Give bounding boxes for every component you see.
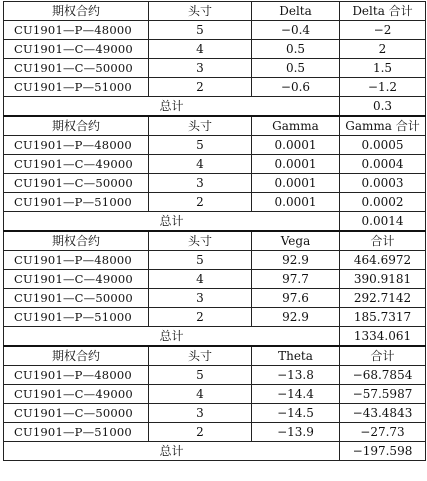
vega-table-row	[4, 270, 426, 289]
contract-cell: CU1901—P—51000	[4, 423, 149, 442]
delta-table-row	[4, 21, 426, 40]
theta-header-cell: 合计	[340, 346, 426, 366]
gamma-header-cell: Gamma	[252, 116, 340, 136]
delta-header-cell: Delta 合计	[340, 2, 426, 21]
vega-table-row	[4, 308, 426, 327]
contract-cell: CU1901—P—51000	[4, 193, 149, 212]
contract-cell: CU1901—C—50000	[4, 404, 149, 423]
gamma-total-label: 总计	[4, 212, 340, 232]
contract-cell: CU1901—C—49000	[4, 40, 149, 59]
gamma-subtotal-cell: 0.0004	[340, 155, 426, 174]
vega-header-cell: Vega	[252, 231, 340, 251]
gamma-total-value: 0.0014	[340, 212, 426, 232]
delta-header-cell: 期权合约	[4, 2, 149, 21]
position-cell: 2	[149, 308, 252, 327]
theta-total-row	[4, 442, 426, 461]
contract-cell: CU1901—P—48000	[4, 251, 149, 270]
gamma-table-row	[4, 136, 426, 155]
gamma-header-cell: 头寸	[149, 116, 252, 136]
greeks-table-body	[4, 2, 426, 461]
contract-cell: CU1901—P—51000	[4, 308, 149, 327]
vega-header-cell: 头寸	[149, 231, 252, 251]
vega-subtotal-cell: 390.9181	[340, 270, 426, 289]
delta-header-row	[4, 2, 426, 21]
position-cell: 2	[149, 423, 252, 442]
theta-total-label: 总计	[4, 442, 340, 461]
delta-header-cell: Delta	[252, 2, 340, 21]
position-cell: 2	[149, 78, 252, 97]
position-cell: 3	[149, 289, 252, 308]
theta-header-row	[4, 346, 426, 366]
contract-cell: CU1901—C—49000	[4, 270, 149, 289]
position-cell: 3	[149, 404, 252, 423]
contract-cell: CU1901—C—49000	[4, 385, 149, 404]
delta-header-cell: 头寸	[149, 2, 252, 21]
theta-value-cell: −13.8	[252, 366, 340, 385]
position-cell: 4	[149, 385, 252, 404]
position-cell: 4	[149, 270, 252, 289]
delta-total-label: 总计	[4, 97, 340, 117]
position-cell: 3	[149, 59, 252, 78]
gamma-table-row	[4, 174, 426, 193]
vega-value-cell: 97.6	[252, 289, 340, 308]
theta-subtotal-cell: −57.5987	[340, 385, 426, 404]
position-cell: 3	[149, 174, 252, 193]
delta-value-cell: 0.5	[252, 59, 340, 78]
theta-table-row	[4, 404, 426, 423]
vega-subtotal-cell: 464.6972	[340, 251, 426, 270]
vega-subtotal-cell: 292.7142	[340, 289, 426, 308]
theta-subtotal-cell: −68.7854	[340, 366, 426, 385]
delta-value-cell: 0.5	[252, 40, 340, 59]
gamma-total-row	[4, 212, 426, 232]
theta-header-cell: 头寸	[149, 346, 252, 366]
contract-cell: CU1901—P—48000	[4, 136, 149, 155]
gamma-value-cell: 0.0001	[252, 174, 340, 193]
delta-subtotal-cell: −1.2	[340, 78, 426, 97]
delta-table-row	[4, 78, 426, 97]
gamma-subtotal-cell: 0.0005	[340, 136, 426, 155]
contract-cell: CU1901—C—49000	[4, 155, 149, 174]
gamma-value-cell: 0.0001	[252, 193, 340, 212]
delta-subtotal-cell: −2	[340, 21, 426, 40]
theta-value-cell: −14.4	[252, 385, 340, 404]
theta-subtotal-cell: −27.73	[340, 423, 426, 442]
position-cell: 5	[149, 251, 252, 270]
vega-table-row	[4, 251, 426, 270]
delta-subtotal-cell: 2	[340, 40, 426, 59]
vega-header-row	[4, 231, 426, 251]
delta-subtotal-cell: 1.5	[340, 59, 426, 78]
gamma-subtotal-cell: 0.0003	[340, 174, 426, 193]
theta-value-cell: −13.9	[252, 423, 340, 442]
vega-value-cell: 92.9	[252, 251, 340, 270]
theta-table-row	[4, 385, 426, 404]
greeks-table	[3, 1, 426, 461]
vega-total-label: 总计	[4, 327, 340, 347]
vega-total-value: 1334.061	[340, 327, 426, 347]
position-cell: 5	[149, 136, 252, 155]
contract-cell: CU1901—P—48000	[4, 21, 149, 40]
contract-cell: CU1901—P—48000	[4, 366, 149, 385]
theta-table-row	[4, 366, 426, 385]
theta-subtotal-cell: −43.4843	[340, 404, 426, 423]
position-cell: 5	[149, 21, 252, 40]
gamma-value-cell: 0.0001	[252, 136, 340, 155]
vega-value-cell: 92.9	[252, 308, 340, 327]
position-cell: 2	[149, 193, 252, 212]
contract-cell: CU1901—C—50000	[4, 174, 149, 193]
theta-header-cell: Theta	[252, 346, 340, 366]
contract-cell: CU1901—P—51000	[4, 78, 149, 97]
vega-value-cell: 97.7	[252, 270, 340, 289]
theta-table-row	[4, 423, 426, 442]
vega-header-cell: 期权合约	[4, 231, 149, 251]
theta-value-cell: −14.5	[252, 404, 340, 423]
contract-cell: CU1901—C—50000	[4, 289, 149, 308]
contract-cell: CU1901—C—50000	[4, 59, 149, 78]
delta-value-cell: −0.4	[252, 21, 340, 40]
position-cell: 4	[149, 155, 252, 174]
vega-total-row	[4, 327, 426, 347]
gamma-header-row	[4, 116, 426, 136]
delta-table-row	[4, 40, 426, 59]
gamma-subtotal-cell: 0.0002	[340, 193, 426, 212]
vega-subtotal-cell: 185.7317	[340, 308, 426, 327]
vega-table-row	[4, 289, 426, 308]
theta-total-value: −197.598	[340, 442, 426, 461]
theta-header-cell: 期权合约	[4, 346, 149, 366]
gamma-table-row	[4, 155, 426, 174]
position-cell: 5	[149, 366, 252, 385]
delta-value-cell: −0.6	[252, 78, 340, 97]
position-cell: 4	[149, 40, 252, 59]
delta-total-row	[4, 97, 426, 117]
gamma-table-row	[4, 193, 426, 212]
gamma-header-cell: 期权合约	[4, 116, 149, 136]
vega-header-cell: 合计	[340, 231, 426, 251]
gamma-value-cell: 0.0001	[252, 155, 340, 174]
delta-total-value: 0.3	[340, 97, 426, 117]
gamma-header-cell: Gamma 合计	[340, 116, 426, 136]
delta-table-row	[4, 59, 426, 78]
